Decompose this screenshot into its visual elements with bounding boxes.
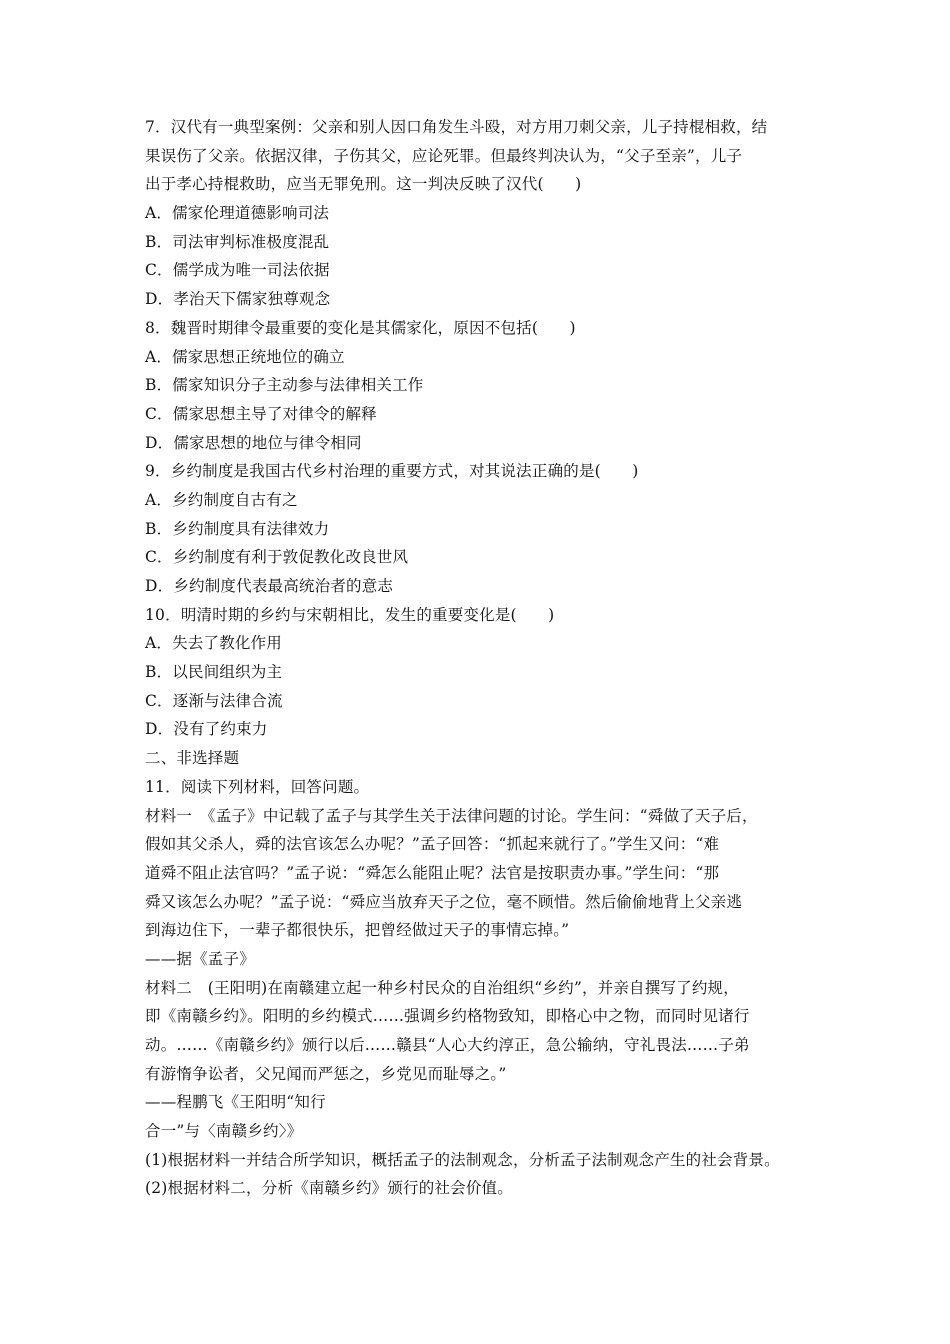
question-7-option-a: A．儒家伦理道德影响司法: [145, 204, 330, 223]
question-9-option-b: B．乡约制度具有法律效力: [145, 519, 330, 538]
document-page: [145, 113, 815, 1203]
question-7: [145, 113, 815, 314]
question-11: [145, 773, 815, 1203]
question-9-option-a: A．乡约制度自古有之: [145, 490, 298, 509]
question-10-option-a: A．失去了教化作用: [145, 634, 282, 653]
question-8-stem: 8．魏晋时期律令最重要的变化是其儒家化，原因不包括( ): [145, 318, 576, 337]
question-8-option-c: C．儒家思想主导了对律令的解释: [145, 404, 377, 423]
material-2-line: 动。……《南赣乡约》颁行以后……赣县“人心大约淳正，急公输纳，守礼畏法……子弟: [145, 1036, 750, 1054]
question-7-option-b: B．司法审判标准极度混乱: [145, 232, 330, 251]
question-9-option-c: C．乡约制度有利于敦促教化改良世风: [145, 548, 409, 567]
question-10-option-c: C．逐渐与法律合流: [145, 691, 283, 710]
material-1-line: 到海边住下，一辈子都很快乐，把曾经做过天子的事情忘掉。”: [145, 921, 570, 940]
material-2-line: 有游惰争讼者，父兄闻而严惩之，乡党见而耻辱之。”: [145, 1064, 507, 1083]
sub-question-1: (1)根据材料一并结合所学知识，概括孟子的法制观念，分析孟子法制观念产生的社会背景。: [145, 1150, 780, 1169]
question-7-option-d: D．孝治天下儒家独尊观念: [145, 290, 331, 309]
question-9-option-d: D．乡约制度代表最高统治者的意志: [145, 577, 394, 595]
section-heading: 二、非选择题: [145, 749, 240, 768]
material-2-line: 材料二 (王阳明)在南赣建立起一种乡村民众的自治组织“乡约”，并亲自撰写了约规，: [145, 978, 739, 997]
material-1: [145, 802, 815, 945]
question-11-stem: 11．阅读下列材料，回答问题。: [145, 777, 370, 796]
material-1-line: 材料一 《孟子》中记载了孟子与其学生关于法律问题的讨论。学生问：“舜做了天子后，: [145, 806, 758, 825]
question-10: [145, 601, 815, 744]
question-8: [145, 314, 815, 457]
material-2-line: 即《南赣乡约》。阳明的乡约模式……强调乡约格物致知，即格心中之物，而同时见诸行: [145, 1007, 750, 1026]
material-1-line: 舜又该怎么办呢？”孟子说：“舜应当放弃天子之位，毫不顾惜。然后偷偷地背上父亲逃: [145, 892, 743, 911]
question-7-stem-line-2: 果误伤了父亲。依据汉律，子伤其父，应论死罪。但最终判决认为，“父子至亲”，儿子: [145, 146, 743, 165]
material-1-source: ——据《孟子》: [145, 949, 255, 968]
question-7-option-c: C．儒学成为唯一司法依据: [145, 261, 330, 280]
material-2-source-line-2: 合一”与〈南赣乡约〉》: [145, 1122, 303, 1141]
question-10-stem: 10．明清时期的乡约与宋朝相比，发生的重要变化是( ): [145, 605, 555, 624]
question-10-option-b: B．以民间组织为主: [145, 663, 283, 682]
question-7-stem-line-1: 7．汉代有一典型案例：父亲和别人因口角发生斗殴，对方用刀刺父亲，儿子持棍相救，结: [145, 118, 768, 136]
material-2: [145, 974, 815, 1089]
material-1-line: 道舜不阻止法官吗？”孟子说：“舜怎么能阻止呢？法官是按职责办事。”学生问：“那: [145, 863, 720, 882]
material-1-line: 假如其父杀人，舜的法官该怎么办呢？”孟子回答：“抓起来就行了。”学生又问：“难: [145, 835, 720, 854]
question-9-stem: 9．乡约制度是我国古代乡村治理的重要方式，对其说法正确的是( ): [145, 462, 639, 481]
sub-question-2: (2)根据材料二，分析《南赣乡约》颁行的社会价值。: [145, 1179, 513, 1198]
question-9: [145, 457, 815, 600]
question-8-option-b: B．儒家知识分子主动参与法律相关工作: [145, 376, 424, 395]
question-7-stem-line-3: 出于孝心持棍救助，应当无罪免刑。这一判决反映了汉代( ): [145, 175, 582, 194]
material-2-source-line-1: ——程鹏飞《王阳明“知行: [145, 1093, 326, 1112]
question-10-option-d: D．没有了约束力: [145, 720, 268, 739]
question-8-option-a: A．儒家思想正统地位的确立: [145, 347, 345, 366]
question-8-option-d: D．儒家思想的地位与律令相同: [145, 433, 362, 452]
